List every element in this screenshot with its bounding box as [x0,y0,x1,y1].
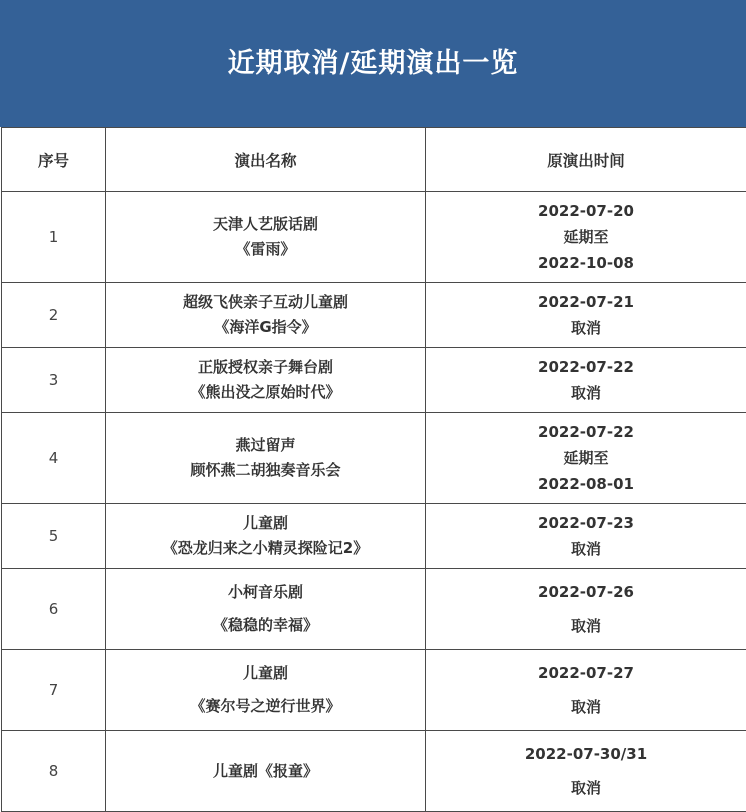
show-status: 取消 [426,380,746,406]
show-time-line: 2022-07-27 [426,660,746,686]
show-name-line: 正版授权亲子舞台剧 [106,355,425,380]
table-row [2,569,746,650]
show-name [106,348,426,413]
show-name-line: 小柯音乐剧 [106,580,425,605]
show-time [426,348,746,413]
show-status: 延期至 [426,445,746,471]
show-time [426,569,746,650]
show-name-line: 《熊出没之原始时代》 [106,380,425,405]
show-name [106,650,426,731]
show-time-line: 2022-08-01 [426,471,746,497]
show-time [426,731,746,812]
show-time-line: 2022-07-20 [426,198,746,224]
table-row [2,283,746,348]
show-name-line: 儿童剧 [106,511,425,536]
show-name-line: 《海洋G指令》 [106,315,425,340]
row-number: 6 [2,569,106,650]
show-time [426,192,746,283]
show-name-line: 《恐龙归来之小精灵探险记2》 [106,536,425,561]
page-title: 近期取消/延期演出一览 [228,41,519,80]
show-status: 取消 [426,694,746,720]
show-name [106,731,426,812]
show-name [106,413,426,504]
show-name [106,192,426,283]
table-header-row [2,128,746,192]
show-status: 取消 [426,613,746,639]
row-number: 7 [2,650,106,731]
row-number: 4 [2,413,106,504]
row-number: 8 [2,731,106,812]
table-row [2,650,746,731]
show-time-line: 2022-07-22 [426,419,746,445]
show-name [106,283,426,348]
show-status: 取消 [426,775,746,801]
show-name-line: 儿童剧《报童》 [106,759,425,784]
column-header-no: 序号 [2,128,106,192]
show-name [106,569,426,650]
show-name-line: 超级飞侠亲子互动儿童剧 [106,290,425,315]
show-time-line: 2022-07-22 [426,354,746,380]
table-row [2,192,746,283]
show-time [426,283,746,348]
show-name-line: 《稳稳的幸福》 [106,613,425,638]
show-time [426,504,746,569]
row-number: 3 [2,348,106,413]
show-time-line: 2022-07-30/31 [426,741,746,767]
show-name-line: 燕过留声 [106,433,425,458]
show-time-line: 2022-07-23 [426,510,746,536]
column-header-name: 演出名称 [106,128,426,192]
show-name-line: 儿童剧 [106,661,425,686]
row-number: 2 [2,283,106,348]
show-time-line: 2022-07-26 [426,579,746,605]
show-name [106,504,426,569]
table-row [2,413,746,504]
show-status: 取消 [426,315,746,341]
table-row [2,731,746,812]
performance-table [1,127,746,812]
show-name-line: 天津人艺版话剧 [106,212,425,237]
header-banner [0,0,746,127]
row-number: 5 [2,504,106,569]
table-row [2,348,746,413]
show-name-line: 顾怀燕二胡独奏音乐会 [106,458,425,483]
column-header-time: 原演出时间 [426,128,746,192]
show-time [426,413,746,504]
show-status: 取消 [426,536,746,562]
show-name-line: 《雷雨》 [106,237,425,262]
show-time [426,650,746,731]
row-number: 1 [2,192,106,283]
show-time-line: 2022-10-08 [426,250,746,276]
show-name-line: 《赛尔号之逆行世界》 [106,694,425,719]
show-status: 延期至 [426,224,746,250]
table-row [2,504,746,569]
show-time-line: 2022-07-21 [426,289,746,315]
